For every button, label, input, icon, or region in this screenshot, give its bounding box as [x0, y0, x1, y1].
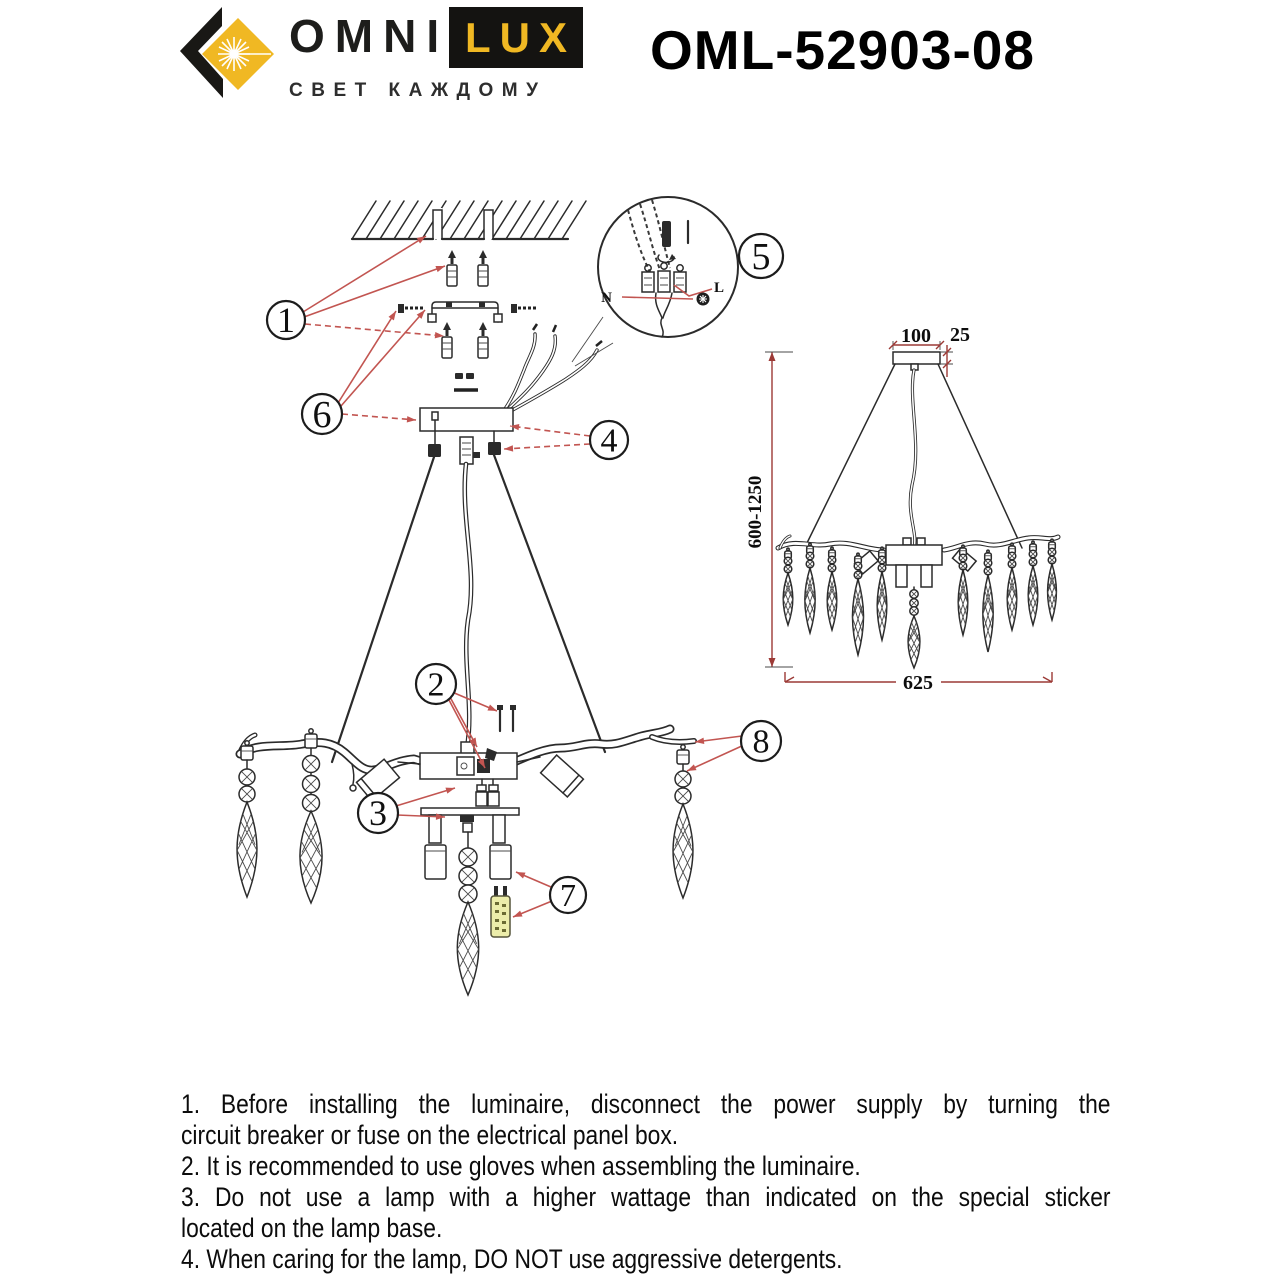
crystal-pendant — [782, 548, 795, 625]
callout-7 — [550, 877, 586, 913]
crystal-pendant — [981, 550, 995, 652]
callout-number: 1 — [277, 300, 295, 341]
instruction-line: 4. When caring for the lamp, DO NOT use aggressive detergents. — [181, 1244, 843, 1274]
wiring-detail-balloon — [572, 197, 738, 366]
callouts — [267, 234, 783, 913]
crystal-pendant — [1006, 543, 1019, 630]
callout-arrow — [342, 414, 416, 422]
callout-1 — [267, 300, 305, 340]
callout-arrow — [338, 311, 396, 403]
neutral-label: N — [601, 290, 612, 306]
crystal-pendant — [826, 547, 839, 630]
callout-8 — [741, 721, 781, 761]
svg-text:100: 100 — [901, 325, 931, 347]
led-bulb — [491, 886, 510, 937]
instruction-line: 3. Do not use a lamp with a higher wattage than indicated on the special sticker — [181, 1182, 1111, 1212]
crystal-pendant — [296, 729, 326, 903]
callout-number: 2 — [427, 666, 445, 704]
model-number: OML-52903-08 — [650, 19, 1035, 81]
callout-arrow — [452, 692, 497, 711]
brand-tagline: СВЕТ КАЖДОМУ — [289, 80, 547, 101]
callout-5 — [739, 234, 783, 278]
svg-text:600-1250: 600-1250 — [745, 475, 766, 549]
crystal-pendant — [454, 832, 483, 995]
mains-wires — [505, 324, 602, 412]
callout-arrow — [687, 745, 744, 771]
callout-arrow — [450, 697, 477, 747]
crystal-pendant — [1027, 541, 1040, 625]
ceiling-hatching — [352, 201, 586, 239]
svg-text:625: 625 — [903, 672, 933, 694]
suspension-cables — [332, 455, 605, 762]
callout-number: 7 — [560, 876, 576, 913]
brand-suffix-box — [449, 7, 583, 68]
svg-text:25: 25 — [950, 324, 970, 346]
crystal-pendant — [803, 543, 817, 633]
callout-number: 6 — [312, 393, 332, 436]
wall-anchor — [478, 322, 488, 358]
callout-arrow — [516, 872, 551, 887]
mounting-bracket — [428, 302, 502, 322]
callout-number: 5 — [751, 235, 771, 278]
brand-suffix: LUX — [465, 13, 576, 61]
callout-4 — [590, 421, 628, 460]
dimension-canopy-width — [889, 325, 944, 350]
brand-name: OMNI — [289, 10, 450, 62]
callout-arrow — [695, 736, 742, 744]
lamp-sockets — [476, 779, 499, 806]
bracket-screw-right — [511, 304, 536, 313]
cable-grippers — [428, 431, 501, 464]
crystal-pendant — [906, 587, 922, 668]
callout-arrow — [341, 310, 425, 406]
small-screws — [454, 373, 478, 390]
instruction-line: 1. Before installing the luminaire, disconnect the power supply by turning the — [181, 1089, 1111, 1119]
dimension-canopy-height — [940, 324, 970, 377]
callout-2 — [416, 664, 456, 704]
bracket-screw-left — [398, 304, 423, 313]
callout-arrow — [504, 444, 590, 452]
dimension-fixture-width — [785, 672, 1052, 694]
callout-number: 3 — [369, 793, 387, 834]
callout-arrow — [303, 236, 426, 312]
wall-anchor — [442, 322, 452, 358]
callout-number: 8 — [752, 723, 770, 761]
wall-anchor — [447, 250, 457, 286]
crystal-pendant — [234, 741, 261, 897]
callout-6 — [302, 394, 342, 436]
instruction-line: 2. It is recommended to use gloves when assembling the luminaire. — [181, 1151, 861, 1181]
callout-arrow — [510, 424, 590, 436]
callout-arrow — [396, 788, 455, 806]
callout-arrow — [304, 266, 445, 317]
instruction-line: located on the lamp base. — [181, 1213, 443, 1243]
callout-arrow — [513, 901, 552, 917]
installation-diagram — [0, 140, 1280, 1085]
wall-anchor — [478, 250, 488, 286]
callout-3 — [358, 793, 398, 833]
instruction-line: circuit breaker or fuse on the electrical panel box. — [181, 1120, 679, 1150]
lamp-shade-right — [490, 815, 511, 879]
lamp-shade-left — [425, 815, 446, 879]
callout-number: 4 — [600, 422, 618, 460]
live-label: L — [714, 280, 725, 296]
callout-arrow — [305, 324, 444, 338]
crystal-pendant — [1046, 539, 1058, 620]
canopy — [420, 408, 513, 431]
instructions — [181, 1089, 1111, 1275]
omnilux-logo-icon — [178, 4, 288, 110]
ground-symbol — [697, 293, 710, 306]
